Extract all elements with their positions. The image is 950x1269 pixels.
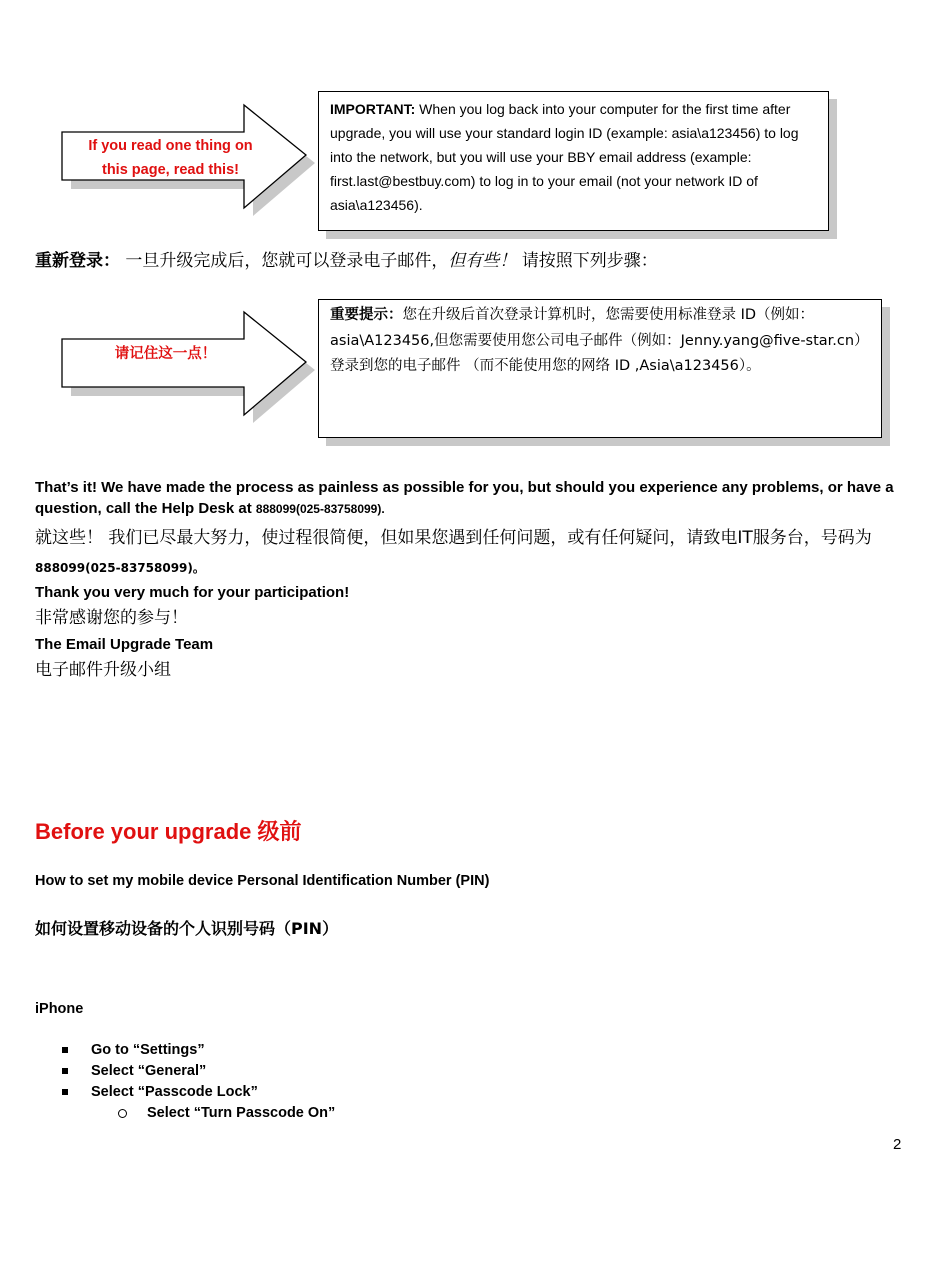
- relogin-text: 一旦升级完成后，您就可以登录电子邮件，: [125, 251, 449, 271]
- important-note-box-cn: [318, 299, 882, 438]
- device-label: iPhone: [35, 1001, 84, 1017]
- page-number: 2: [893, 1136, 902, 1153]
- important-body: When you log back into your computer for the first time after upgrade, you will use your standard login ID (example: asia\a123456) to log into the network, but you will use your BBY email address (example: first.last@bestbuy.com) to log in to your email (not your network ID of asia\a123456).: [330, 101, 799, 213]
- arrow-callout-2: [55, 307, 320, 437]
- relogin-tail: 请按照下列步骤：: [521, 251, 658, 271]
- thanks-en: Thank you very much for your participation!: [35, 584, 350, 601]
- closing-en-text: That’s it! We have made the process as painless as possible for you, but should you experience any problems, or have a question, call the Help Desk at: [35, 479, 894, 517]
- closing-en-phone: 888099(025-83758099).: [255, 502, 385, 516]
- bullet-icon: [62, 1068, 68, 1074]
- important-label: IMPORTANT:: [330, 101, 416, 117]
- before-upgrade-heading: Before your upgrade 级前: [35, 819, 302, 844]
- important-label-cn: 重要提示：: [330, 307, 403, 323]
- bullet-icon: [62, 1047, 68, 1053]
- relogin-line: [35, 248, 658, 274]
- important-body-cn: 您在升级后首次登录计算机时，您需要使用标准登录 ID（例如：asia\A123456,但您需要使用您公司电子邮件（例如：Jenny.yang@five-star.cn） 登录到您的电子邮件 （而不能使用您的网络 ID ,Asia\a123456）。: [330, 307, 869, 374]
- pin-heading-cn: 如何设置移动设备的个人识别号码（PIN）: [35, 919, 339, 938]
- relogin-label: 重新登录：: [35, 251, 120, 271]
- arrow-callout-2-text: 请记住这一点！: [114, 346, 217, 362]
- team-cn: 电子邮件升级小组: [35, 660, 171, 680]
- closing-cn: [35, 524, 905, 583]
- step-text: Go to “Settings”: [91, 1042, 205, 1058]
- substep-text: Select “Turn Passcode On”: [147, 1105, 336, 1121]
- bullet-icon: [62, 1089, 68, 1095]
- pin-heading-en: How to set my mobile device Personal Identification Number (PIN): [35, 873, 490, 889]
- thanks-cn: 非常感谢您的参与！: [35, 608, 188, 628]
- step-text: Select “General”: [91, 1063, 207, 1079]
- closing-cn-phone: 888099(025-83758099)。: [35, 561, 205, 575]
- closing-en: [35, 477, 915, 520]
- closing-cn-text: 就这些！ 我们已尽最大努力，使过程很简便，但如果您遇到任何问题，或有任何疑问，请致电IT服务台，号码为: [35, 528, 872, 548]
- team-en: The Email Upgrade Team: [35, 636, 214, 653]
- step-text: Select “Passcode Lock”: [91, 1084, 258, 1100]
- circle-bullet-icon: [118, 1109, 127, 1118]
- relogin-emphasis: 但有些！: [448, 251, 517, 271]
- important-note-box-en: [318, 91, 829, 231]
- arrow-callout-1-text: If you read one thing on this page, read this!: [88, 138, 253, 178]
